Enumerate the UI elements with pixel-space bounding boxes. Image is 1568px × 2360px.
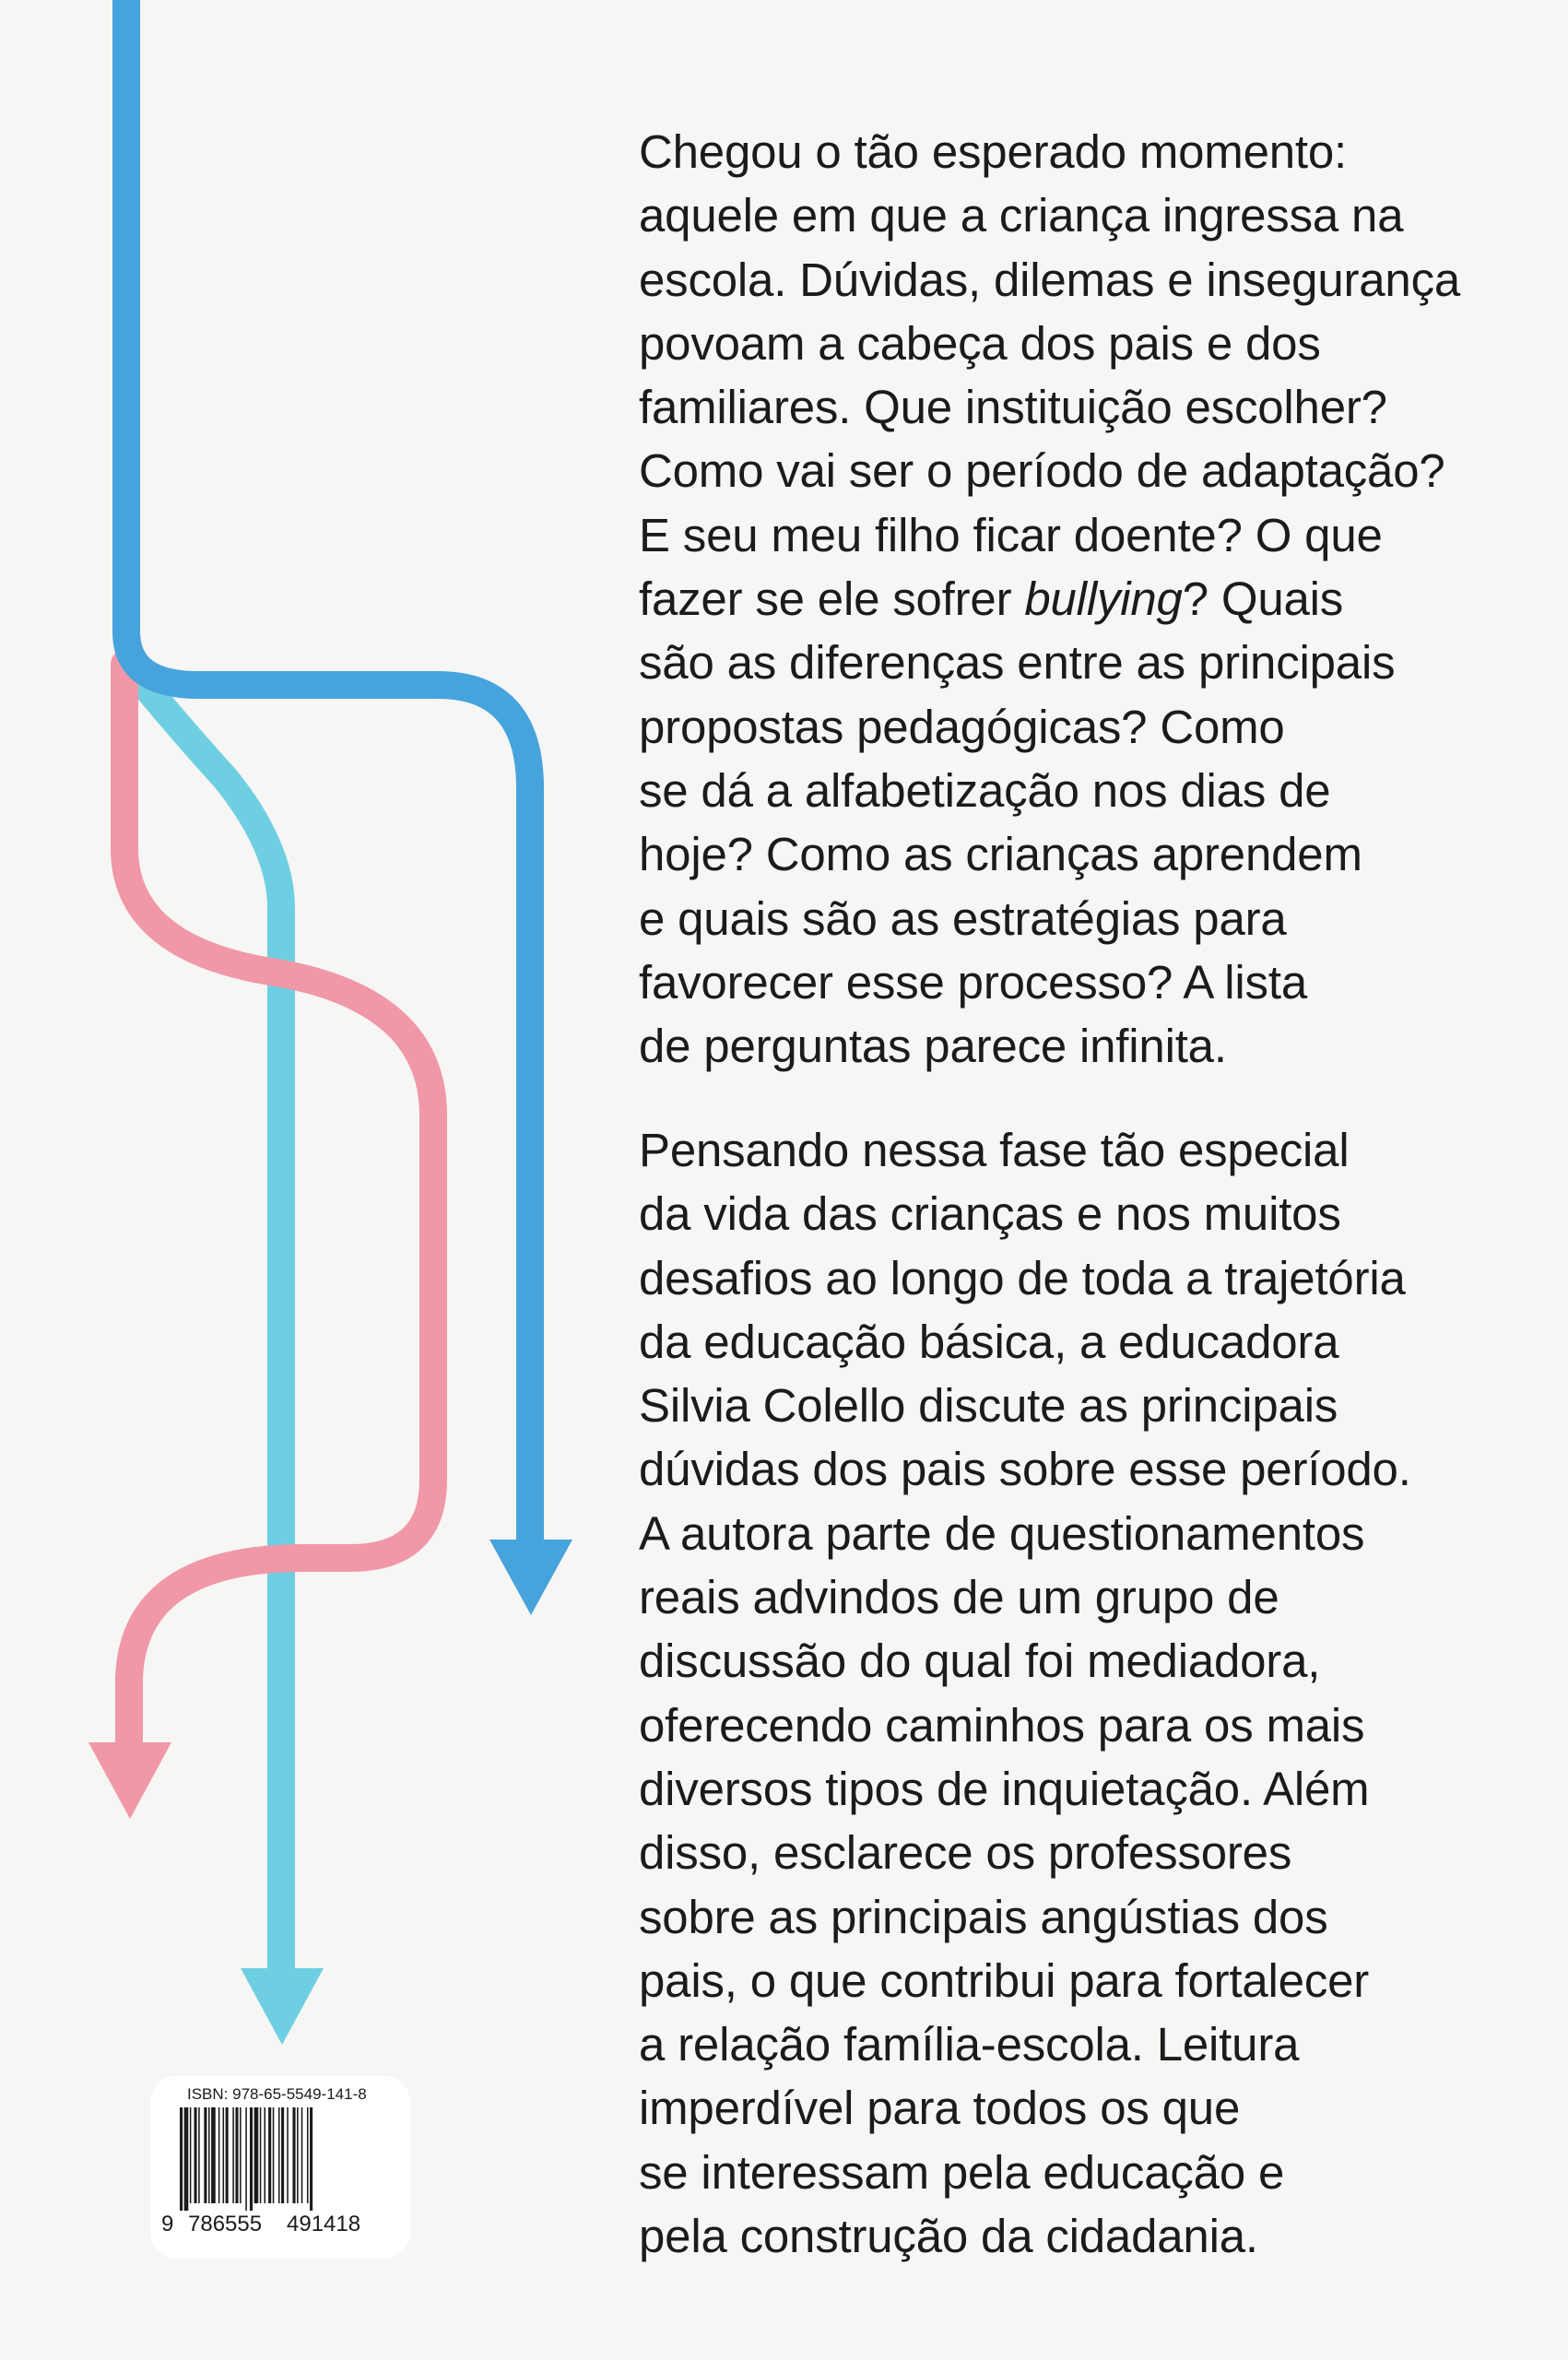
text-line: A autora parte de questionamentos <box>639 1506 1365 1560</box>
text-segment: ? Quais <box>1182 572 1344 626</box>
barcode-bar <box>250 2107 253 2211</box>
text-line: Silvia Colello discute as principais <box>639 1379 1338 1433</box>
barcode-bar <box>226 2107 229 2203</box>
barcode-bar <box>195 2107 197 2203</box>
description-paragraph-1 <box>639 120 1524 1078</box>
text-line: Chegou o tão esperado momento: <box>639 125 1348 178</box>
isbn-label: ISBN: 978-65-5549-141-8 <box>187 2085 367 2103</box>
italic-term: bullying <box>1024 572 1183 626</box>
barcode-bar <box>273 2107 275 2203</box>
barcode-digit-first: 9 <box>161 2212 174 2236</box>
barcode-bar <box>297 2107 299 2203</box>
cyan-arrow-path <box>138 678 281 2000</box>
barcode-bar <box>292 2107 295 2203</box>
text-line: aquele em que a criança ingressa na <box>639 189 1404 242</box>
barcode-bar <box>264 2107 265 2203</box>
text-line: e quais são as estratégias para <box>639 891 1287 945</box>
text-line: de perguntas parece infinita. <box>639 1020 1227 1073</box>
barcode-bar <box>268 2107 271 2203</box>
barcode-bar <box>184 2107 189 2211</box>
text-line: discussão do qual foi mediadora, <box>639 1634 1321 1688</box>
text-line: hoje? Como as crianças aprendem <box>639 828 1362 881</box>
text-line: desafios ao longo de toda a trajetória <box>639 1251 1406 1304</box>
barcode-bar <box>223 2107 225 2203</box>
text-line: Pensando nessa fase tão especial <box>639 1124 1350 1176</box>
text-line: disso, esclarece os professores <box>639 1826 1292 1880</box>
barcode-bar <box>204 2107 206 2203</box>
text-line: se dá a alfabetização nos dias de <box>639 763 1331 817</box>
barcode-bar <box>281 2107 284 2203</box>
barcode-bar <box>208 2107 210 2203</box>
barcode-bar <box>301 2107 303 2203</box>
text-line: da educação básica, a educadora <box>639 1315 1339 1368</box>
cyan-arrow-icon <box>241 1968 324 2045</box>
text-line: pela construção da cidadania. <box>639 2210 1258 2263</box>
text-line: reais advindos de um grupo de <box>639 1571 1279 1624</box>
barcode-bar <box>287 2107 289 2203</box>
barcode-bar <box>278 2107 280 2203</box>
barcode-card <box>150 2076 410 2259</box>
barcode-bar <box>211 2107 216 2203</box>
text-line: Como vai ser o período de adaptação? <box>639 444 1445 498</box>
barcode-bar <box>180 2107 183 2211</box>
barcode-bar <box>260 2107 262 2203</box>
barcode-bar <box>245 2107 247 2211</box>
text-line: E seu meu filho ficar doente? O que <box>639 508 1383 561</box>
barcode-bar <box>254 2107 259 2203</box>
barcode-bar <box>235 2107 238 2203</box>
barcode-bar <box>310 2107 312 2211</box>
barcode-bars <box>180 2107 384 2211</box>
text-line: escola. Dúvidas, dilemas e insegurança <box>639 253 1461 306</box>
text-line: pais, o que contribui para fortalecer <box>639 1953 1370 2007</box>
text-line: oferecendo caminhos para os mais <box>639 1698 1365 1752</box>
text-line: sobre as principais angústias dos <box>639 1890 1328 1943</box>
text-line: povoam a cabeça dos pais e dos <box>639 316 1321 370</box>
text-line: familiares. Que instituição escolher? <box>639 381 1387 434</box>
barcode-bar <box>190 2107 192 2203</box>
description-paragraph-2 <box>639 1118 1524 2268</box>
blue-arrow-icon <box>489 1540 572 1615</box>
text-line <box>639 567 1524 631</box>
text-line: favorecer esse processo? A lista <box>639 955 1307 1009</box>
text-line: diversos tipos de inquietação. Além <box>639 1762 1370 1815</box>
blue-arrow-path <box>126 0 530 1558</box>
barcode-bar <box>240 2107 242 2203</box>
text-segment: fazer se ele sofrer <box>639 572 1025 626</box>
text-line: da vida das crianças e nos muitos <box>639 1187 1341 1241</box>
text-line: a relação família-escola. Leitura <box>639 2018 1300 2071</box>
text-line: são as diferenças entre as principais <box>639 636 1396 690</box>
pink-arrow-icon <box>88 1742 171 1819</box>
barcode-bar <box>232 2107 234 2203</box>
text-line: propostas pedagógicas? Como <box>639 700 1285 753</box>
text-line: imperdível para todos os que <box>639 2082 1241 2135</box>
text-line: dúvidas dos pais sobre esse período. <box>639 1443 1411 1496</box>
barcode-bar <box>218 2107 220 2203</box>
barcode-digits-left: 786555 <box>188 2212 263 2236</box>
barcode-bar <box>307 2107 309 2203</box>
barcode-bar <box>198 2107 200 2203</box>
text-line: se interessam pela educação e <box>639 2145 1285 2199</box>
barcode-digits-right: 491418 <box>287 2212 361 2236</box>
